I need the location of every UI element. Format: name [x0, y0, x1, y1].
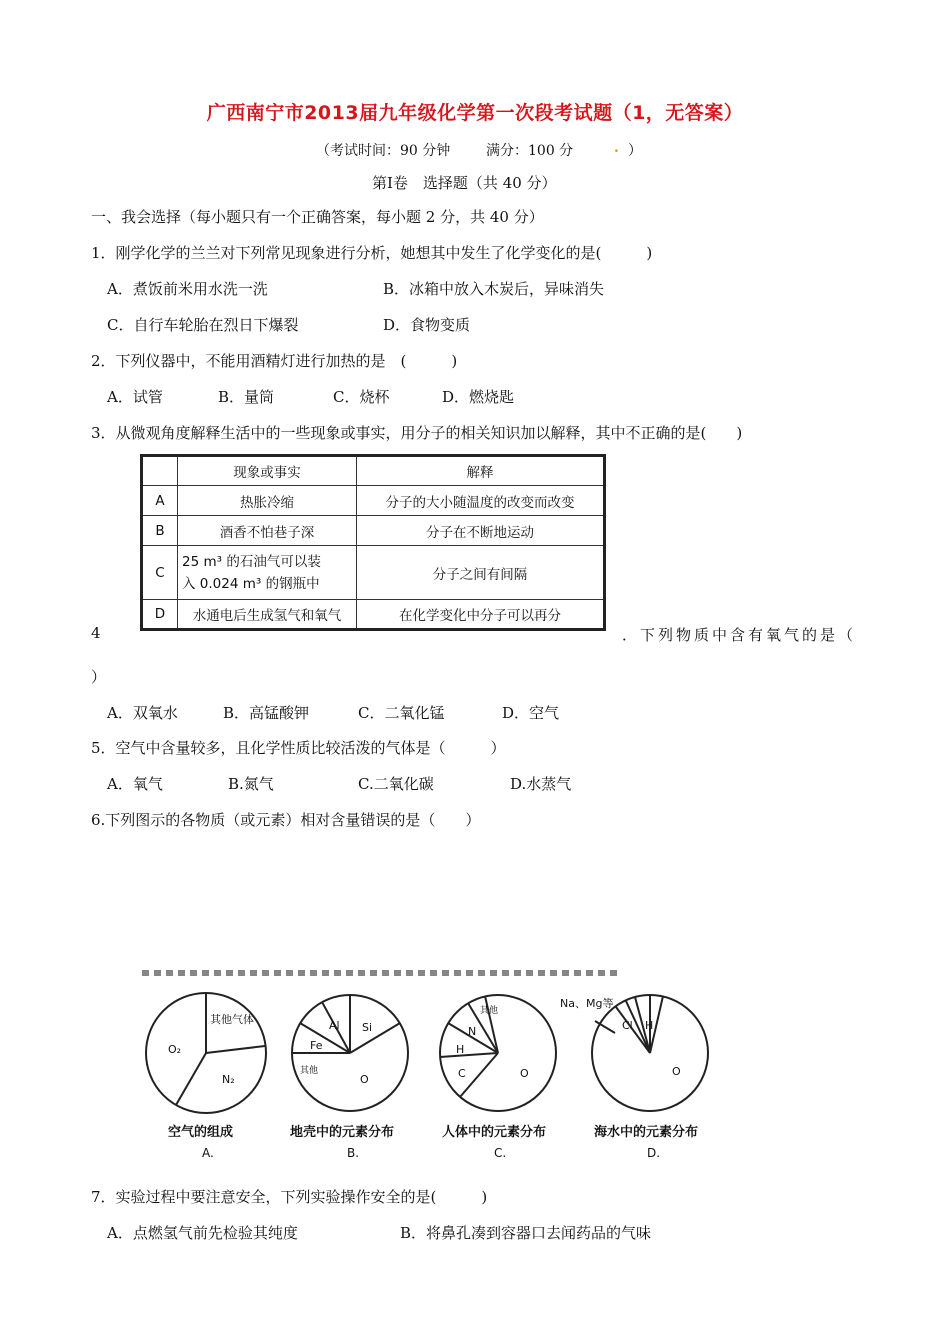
q1-option-d: D．食物变质 — [383, 316, 471, 334]
q3-row-a — [142, 486, 605, 516]
q5-option-d: D.水蒸气 — [510, 775, 572, 793]
q7-option-b: B．将鼻孔凑到容器口去闻药品的气味 — [400, 1224, 652, 1242]
pie-b-caption: 地壳中的元素分布 — [290, 1125, 395, 1140]
q1-option-a: A．煮饭前米用水洗一洗 — [107, 280, 268, 298]
q3-row-fact: 水通电后生成氢气和氧气 — [178, 600, 357, 630]
pie-d-caption: 海水中的元素分布 — [594, 1125, 699, 1140]
part1-header: 一、我会选择（每小题只有一个正确答案，每小题 2 分，共 40 分） — [91, 208, 544, 226]
pie-a-label: 其他气体 — [210, 1013, 254, 1026]
q3-row-fact-line2: 入 0.024 m³ 的钢瓶中 — [182, 575, 320, 592]
q3-head-key — [142, 456, 178, 486]
q3-row-explain: 分子在不断地运动 — [357, 516, 605, 546]
pie-c-letter: C. — [494, 1146, 507, 1160]
q1-option-b: B．冰箱中放入木炭后，异味消失 — [383, 280, 605, 298]
q3-stem: 3．从微观角度解释生活中的一些现象或事实，用分子的相关知识加以解释，其中不正确的是( ) — [91, 424, 743, 442]
q3-row-explain: 分子的大小随温度的改变而改变 — [357, 486, 605, 516]
pie-b-label: 其他 — [300, 1066, 319, 1076]
q3-row-fact-line1: 25 m³ 的石油气可以装 — [182, 553, 321, 570]
pie-a-letter: A. — [202, 1146, 214, 1160]
q5-option-a: A．氧气 — [107, 775, 163, 793]
q3-row-key: C — [142, 546, 178, 600]
q2-option-c: C．烧杯 — [333, 388, 390, 406]
q5-stem: 5．空气中含量较多，且化学性质比较活泼的气体是（ ） — [91, 739, 506, 757]
q4-option-a: A．双氧水 — [107, 704, 178, 722]
exam-dot: . — [614, 140, 619, 156]
pie-b-label: O — [360, 1073, 369, 1086]
q5-option-b: B.氮气 — [228, 775, 274, 793]
q4-number: 4 — [91, 624, 101, 642]
page-title: 广西南宁市2013届九年级化学第一次段考试题（1，无答案） — [206, 102, 744, 124]
pie-b-label: Fe — [310, 1039, 323, 1052]
q6-figure — [140, 965, 720, 1165]
q3-row-explain: 分子之间有间隔 — [357, 546, 605, 600]
pie-b-label: Al — [329, 1019, 340, 1032]
pie-a-label: O₂ — [168, 1043, 182, 1056]
q4-close: ） — [91, 668, 107, 686]
pie-c-caption: 人体中的元素分布 — [442, 1125, 547, 1140]
q2-option-a: A．试管 — [107, 388, 163, 406]
q3-table — [140, 454, 606, 631]
exam-close: ） — [628, 143, 642, 159]
pie-c-label: C — [458, 1067, 466, 1080]
pie-d-label: H — [645, 1019, 654, 1032]
exam-time: （考试时间：90 分钟 — [316, 143, 451, 159]
q3-row-fact: 酒香不怕巷子深 — [178, 516, 357, 546]
pie-d-label: Cl — [622, 1019, 633, 1032]
section-title: 第Ⅰ卷 选择题（共 40 分） — [372, 174, 557, 192]
q3-row-key: A — [142, 486, 178, 516]
pie-d-label: Na、Mg等 — [560, 997, 614, 1010]
q7-stem: 7．实验过程中要注意安全，下列实验操作安全的是( ) — [91, 1188, 488, 1206]
q2-stem: 2．下列仪器中，不能用酒精灯进行加热的是 ( ) — [91, 352, 458, 370]
q3-row-explain: 在化学变化中分子可以再分 — [357, 600, 605, 630]
q1-option-c: C．自行车轮胎在烈日下爆裂 — [107, 316, 299, 334]
q3-row-b — [142, 516, 605, 546]
q3-row-c — [142, 546, 605, 600]
pie-a-label: N₂ — [222, 1073, 235, 1086]
pie-b-label: Si — [362, 1021, 373, 1034]
pie-b-letter: B. — [347, 1146, 360, 1160]
q3-head-explain: 解释 — [357, 456, 605, 486]
q4-option-b: B．高锰酸钾 — [223, 704, 310, 722]
q1-stem: 1．刚学化学的兰兰对下列常见现象进行分析，她想其中发生了化学变化的是( ) — [91, 244, 653, 262]
pie-d-letter: D. — [647, 1146, 661, 1160]
q2-option-d: D．燃烧匙 — [442, 388, 515, 406]
pie-c-label: N — [468, 1025, 477, 1038]
q3-row-d — [142, 600, 605, 630]
q6-stem: 6.下列图示的各物质（或元素）相对含量错误的是（ ） — [91, 811, 481, 829]
q3-row-fact — [178, 546, 357, 600]
exam-score: 满分：100 分 — [486, 143, 574, 159]
q4-option-d: D．空气 — [502, 704, 560, 722]
q2-option-b: B．量筒 — [218, 388, 275, 406]
q3-head-fact: 现象或事实 — [178, 456, 357, 486]
pie-d-label: O — [672, 1065, 681, 1078]
q3-row-fact: 热胀冷缩 — [178, 486, 357, 516]
q4-option-c: C．二氧化锰 — [358, 704, 445, 722]
pie-c-label: 其他 — [480, 1006, 499, 1016]
q3-row-key: D — [142, 600, 178, 630]
pie-c-label: O — [520, 1067, 529, 1080]
q4-stem: ．下列物质中含有氧气的是（ — [622, 626, 857, 644]
pie-c-label: H — [456, 1043, 465, 1056]
q5-option-c: C.二氧化碳 — [358, 775, 434, 793]
q3-row-key: B — [142, 516, 178, 546]
pie-a-caption: 空气的组成 — [168, 1125, 234, 1140]
q7-option-a: A．点燃氢气前先检验其纯度 — [107, 1224, 298, 1242]
